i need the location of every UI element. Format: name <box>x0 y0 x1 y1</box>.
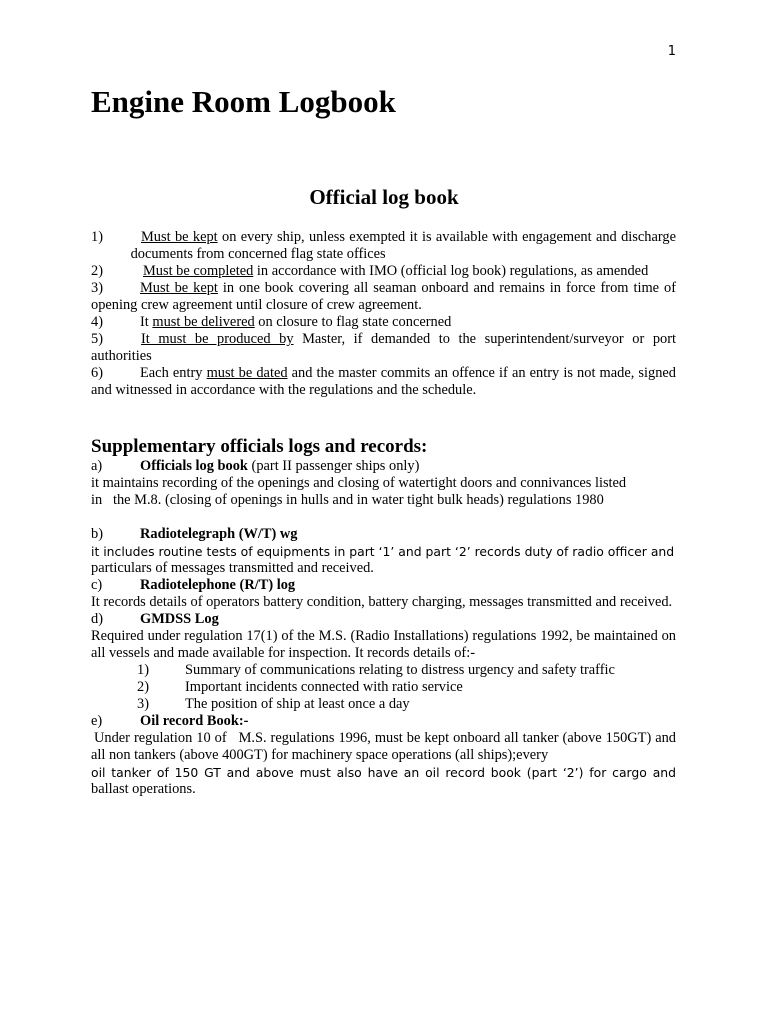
item-number: 2) <box>91 263 103 279</box>
item-body-line: particulars of messages transmitted and received. <box>91 560 374 576</box>
item-text: in accordance with IMO (official log book) regulations, as amended <box>253 263 649 279</box>
section-title: Official log book <box>309 185 459 209</box>
item-letter: e) <box>91 713 103 729</box>
item-body-line: it maintains recording of the openings and closing of watertight doors and connivances listed <box>91 475 627 491</box>
item-number: 3) <box>91 280 103 296</box>
supplementary-list <box>91 458 676 798</box>
list-item <box>91 314 676 331</box>
sub-list-item <box>91 662 676 679</box>
item-body-line: it includes routine tests of equipments in part ‘1’ and part ‘2’ records duty of radio officer and <box>91 544 675 559</box>
supplementary-title: Supplementary officials logs and records: <box>91 436 428 457</box>
supp-item-header <box>91 526 676 543</box>
item-heading-note: (part II passenger ships only) <box>247 458 420 474</box>
page-number: 1 <box>667 44 676 59</box>
sub-item-text: Summary of communications relating to distress urgency and safety traffic <box>185 662 615 678</box>
item-letter: b) <box>91 526 103 542</box>
item-prefix: Each entry <box>140 365 207 381</box>
item-body: Under regulation 10 of M.S. regulations 1996, must be kept onboard all tanker (above 150GT) and all non tankers (above 400GT) for machinery space operations (all ships);every <box>91 730 676 763</box>
item-heading: GMDSS Log <box>140 611 219 627</box>
item-body-line: ballast operations. <box>91 781 196 797</box>
item-heading: Radiotelegraph (W/T) wg <box>140 526 298 542</box>
sub-item-number: 3) <box>137 696 149 712</box>
sub-list-item <box>91 696 676 713</box>
sub-item-text: The position of ship at least once a day <box>185 696 410 712</box>
supp-item-header <box>91 458 676 475</box>
supp-item-header <box>91 713 676 730</box>
item-text: in one book covering all seaman onboard and remains in force from time of opening crew agreement until closure of crew agreement. <box>91 280 676 313</box>
item-letter: a) <box>91 458 103 474</box>
list-item <box>91 365 676 399</box>
supp-item-header <box>91 577 676 594</box>
item-body-line: oil tanker of 150 GT and above must also have an oil record book (part ‘2’) for cargo and <box>91 765 676 780</box>
sub-item-number: 2) <box>137 679 149 695</box>
supp-item-header <box>91 611 676 628</box>
item-letter: c) <box>91 577 103 593</box>
underlined-phrase: Must be completed <box>143 263 254 279</box>
item-heading: Oil record Book:- <box>140 713 249 729</box>
sub-list-item <box>91 679 676 696</box>
item-heading: Officials log book <box>140 458 248 474</box>
document-title: Engine Room Logbook <box>91 84 396 119</box>
item-prefix: It <box>140 314 153 330</box>
sub-item-number: 1) <box>137 662 149 678</box>
official-log-list <box>91 229 676 399</box>
item-number: 5) <box>91 331 103 347</box>
underlined-phrase: must be dated <box>206 365 288 381</box>
item-body: Required under regulation 17(1) of the M.S. (Radio Installations) regulations 1992, be maintained on all vessels and made available for inspection. It records details of:- <box>91 628 676 661</box>
sub-item-text: Important incidents connected with ratio service <box>185 679 463 695</box>
item-number: 4) <box>91 314 103 330</box>
item-body-line: in the M.8. (closing of openings in hulls and in water tight bulk heads) regulations 1980 <box>91 492 604 508</box>
list-item <box>91 331 676 365</box>
item-body: It records details of operators battery condition, battery charging, messages transmitted and received. <box>91 594 673 610</box>
underlined-phrase: Must be kept <box>140 280 218 296</box>
item-number: 1) <box>91 229 103 245</box>
list-item <box>91 280 676 314</box>
item-text: on every ship, unless exempted it is available with engagement and discharge documents from concerned flag state offices <box>91 229 676 262</box>
item-letter: d) <box>91 611 103 627</box>
item-text: on closure to flag state concerned <box>254 314 452 330</box>
underlined-phrase: It must be produced by <box>141 331 294 347</box>
item-text: and the master commits an offence if an entry is not made, signed and witnessed in accordance with the regulations and the schedule. <box>91 365 676 398</box>
underlined-phrase: Must be kept <box>141 229 218 245</box>
list-item <box>91 263 676 280</box>
underlined-phrase: must be delivered <box>152 314 255 330</box>
list-item <box>91 229 676 263</box>
item-number: 6) <box>91 365 103 381</box>
item-heading: Radiotelephone (R/T) log <box>140 577 296 593</box>
item-text: Master, if demanded to the superintendent/surveyor or port authorities <box>91 331 676 364</box>
